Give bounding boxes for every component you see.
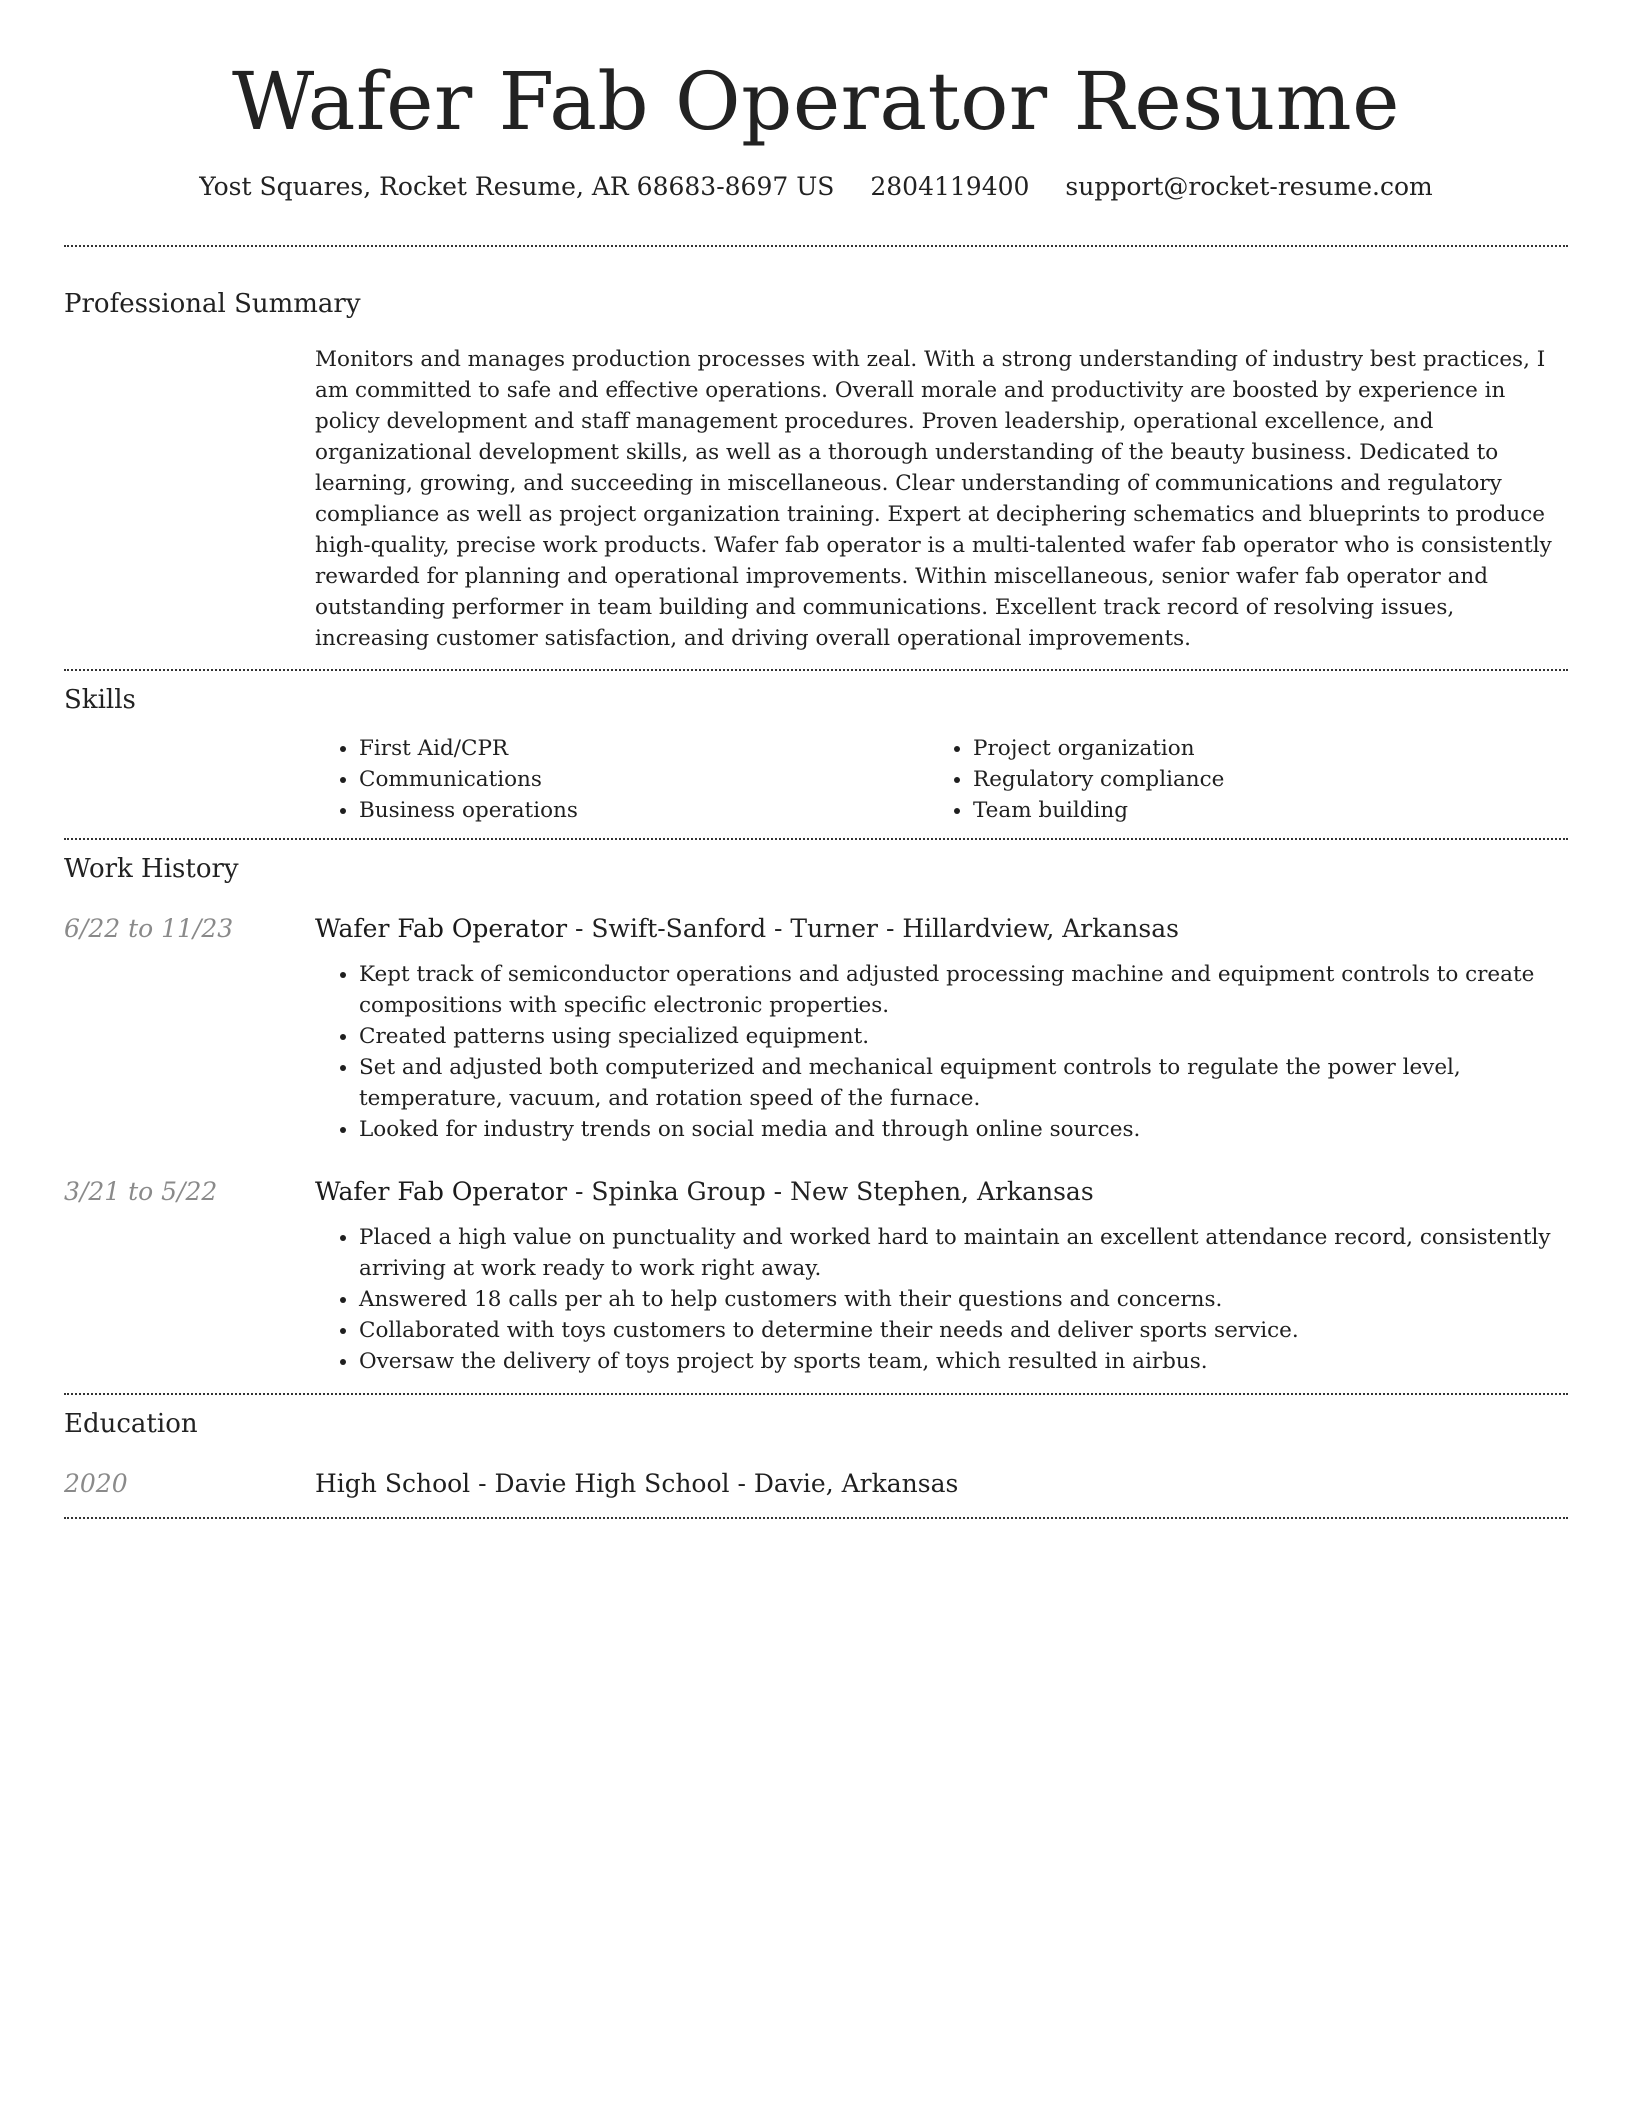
work-divider (64, 1393, 1568, 1395)
education-divider (64, 1517, 1568, 1519)
skill-item: • Communications (359, 764, 929, 795)
job-details: - Spinka Group - New Stephen, Arkansas (567, 1177, 1094, 1206)
resume-title: Wafer Fab Operator Resume (232, 55, 1400, 148)
job-heading (315, 1175, 1568, 1209)
job-bullet: • Looked for industry trends on social media and through online sources. (359, 1114, 1568, 1145)
contact-address: Yost Squares, Rocket Resume, AR 68683-8697 US (199, 172, 835, 201)
education-degree: High School (315, 1469, 471, 1498)
job-dates: 3/21 to 5/22 (64, 1177, 218, 1206)
contact-email: support@rocket-resume.com (1065, 172, 1433, 201)
education-date: 2020 (64, 1469, 128, 1498)
skills-column-right (929, 733, 1543, 826)
job-bullets (315, 959, 1568, 1145)
skill-item: • Business operations (359, 795, 929, 826)
job-entry (64, 1175, 1568, 1377)
job-role: Wafer Fab Operator (315, 914, 568, 943)
work-section-title: Work History (64, 854, 239, 884)
skill-item: • First Aid/CPR (359, 733, 929, 764)
skills-divider (64, 838, 1568, 840)
job-bullet: • Answered 18 calls per ah to help customers with their questions and concerns. (359, 1284, 1568, 1315)
header-divider (64, 245, 1568, 247)
job-bullet: • Kept track of semiconductor operations and adjusted processing machine and equipment controls to create compositions with specific electronic properties. (359, 959, 1568, 1021)
job-content (315, 1175, 1568, 1377)
summary-text: Monitors and manages production processes with zeal. With a strong understanding of industry best practices, I am committed to safe and effective operations. Overall morale and productivity are boosted by experience in policy development and staff management procedures. Proven leadership, operational excellence, and organizational development skills, as well as a thorough understanding of the beauty business. Dedicated to learning, growing, and succeeding in miscellaneous. Clear understanding of communications and regulatory compliance as well as project organization training. Expert at deciphering schematics and blueprints to produce high-quality, precise work products. Wafer fab operator is a multi-talented wafer fab operator who is consistently rewarded for planning and operational improvements. Within miscellaneous, senior wafer fab operator and outstanding performer in team building and communications. Excellent track record of resolving issues, increasing customer satisfaction, and driving overall operational improvements. (315, 347, 1552, 651)
education-entry (64, 1467, 1568, 1517)
spacer (64, 1377, 1568, 1393)
skills-section-title: Skills (64, 685, 136, 715)
education-details: - Davie High School - Davie, Arkansas (470, 1469, 959, 1498)
education-heading (315, 1467, 958, 1501)
job-dates: 6/22 to 11/23 (64, 914, 234, 943)
job-bullet: • Collaborated with toys customers to determine their needs and deliver sports service. (359, 1315, 1568, 1346)
summary-section-title: Professional Summary (64, 289, 361, 319)
job-bullets (315, 1222, 1568, 1377)
job-heading (315, 912, 1568, 946)
skills-list (315, 733, 1568, 838)
skill-item: • Regulatory compliance (973, 764, 1543, 795)
contact-phone: 2804119400 (870, 172, 1030, 201)
job-bullet: • Created patterns using specialized equipment. (359, 1021, 1568, 1052)
skill-item: • Team building (973, 795, 1543, 826)
summary-divider (64, 669, 1568, 671)
job-entry (64, 912, 1568, 1145)
job-content (315, 912, 1568, 1145)
job-bullet: • Set and adjusted both computerized and mechanical equipment controls to regulate the power level, temperature, vacuum, and rotation speed of the furnace. (359, 1052, 1568, 1114)
skills-column-left (315, 733, 929, 826)
job-role: Wafer Fab Operator (315, 1177, 568, 1206)
skill-item: • Project organization (973, 733, 1543, 764)
contact-line (64, 170, 1568, 204)
resume-page (64, 0, 1568, 1519)
job-bullet: • Placed a high value on punctuality and worked hard to maintain an excellent attendance record, consistently arriving at work ready to work right away. (359, 1222, 1568, 1284)
education-section-title: Education (64, 1409, 198, 1439)
job-details: - Swift-Sanford - Turner - Hillardview, Arkansas (567, 914, 1179, 943)
job-bullet: • Oversaw the delivery of toys project by sports team, which resulted in airbus. (359, 1346, 1568, 1377)
